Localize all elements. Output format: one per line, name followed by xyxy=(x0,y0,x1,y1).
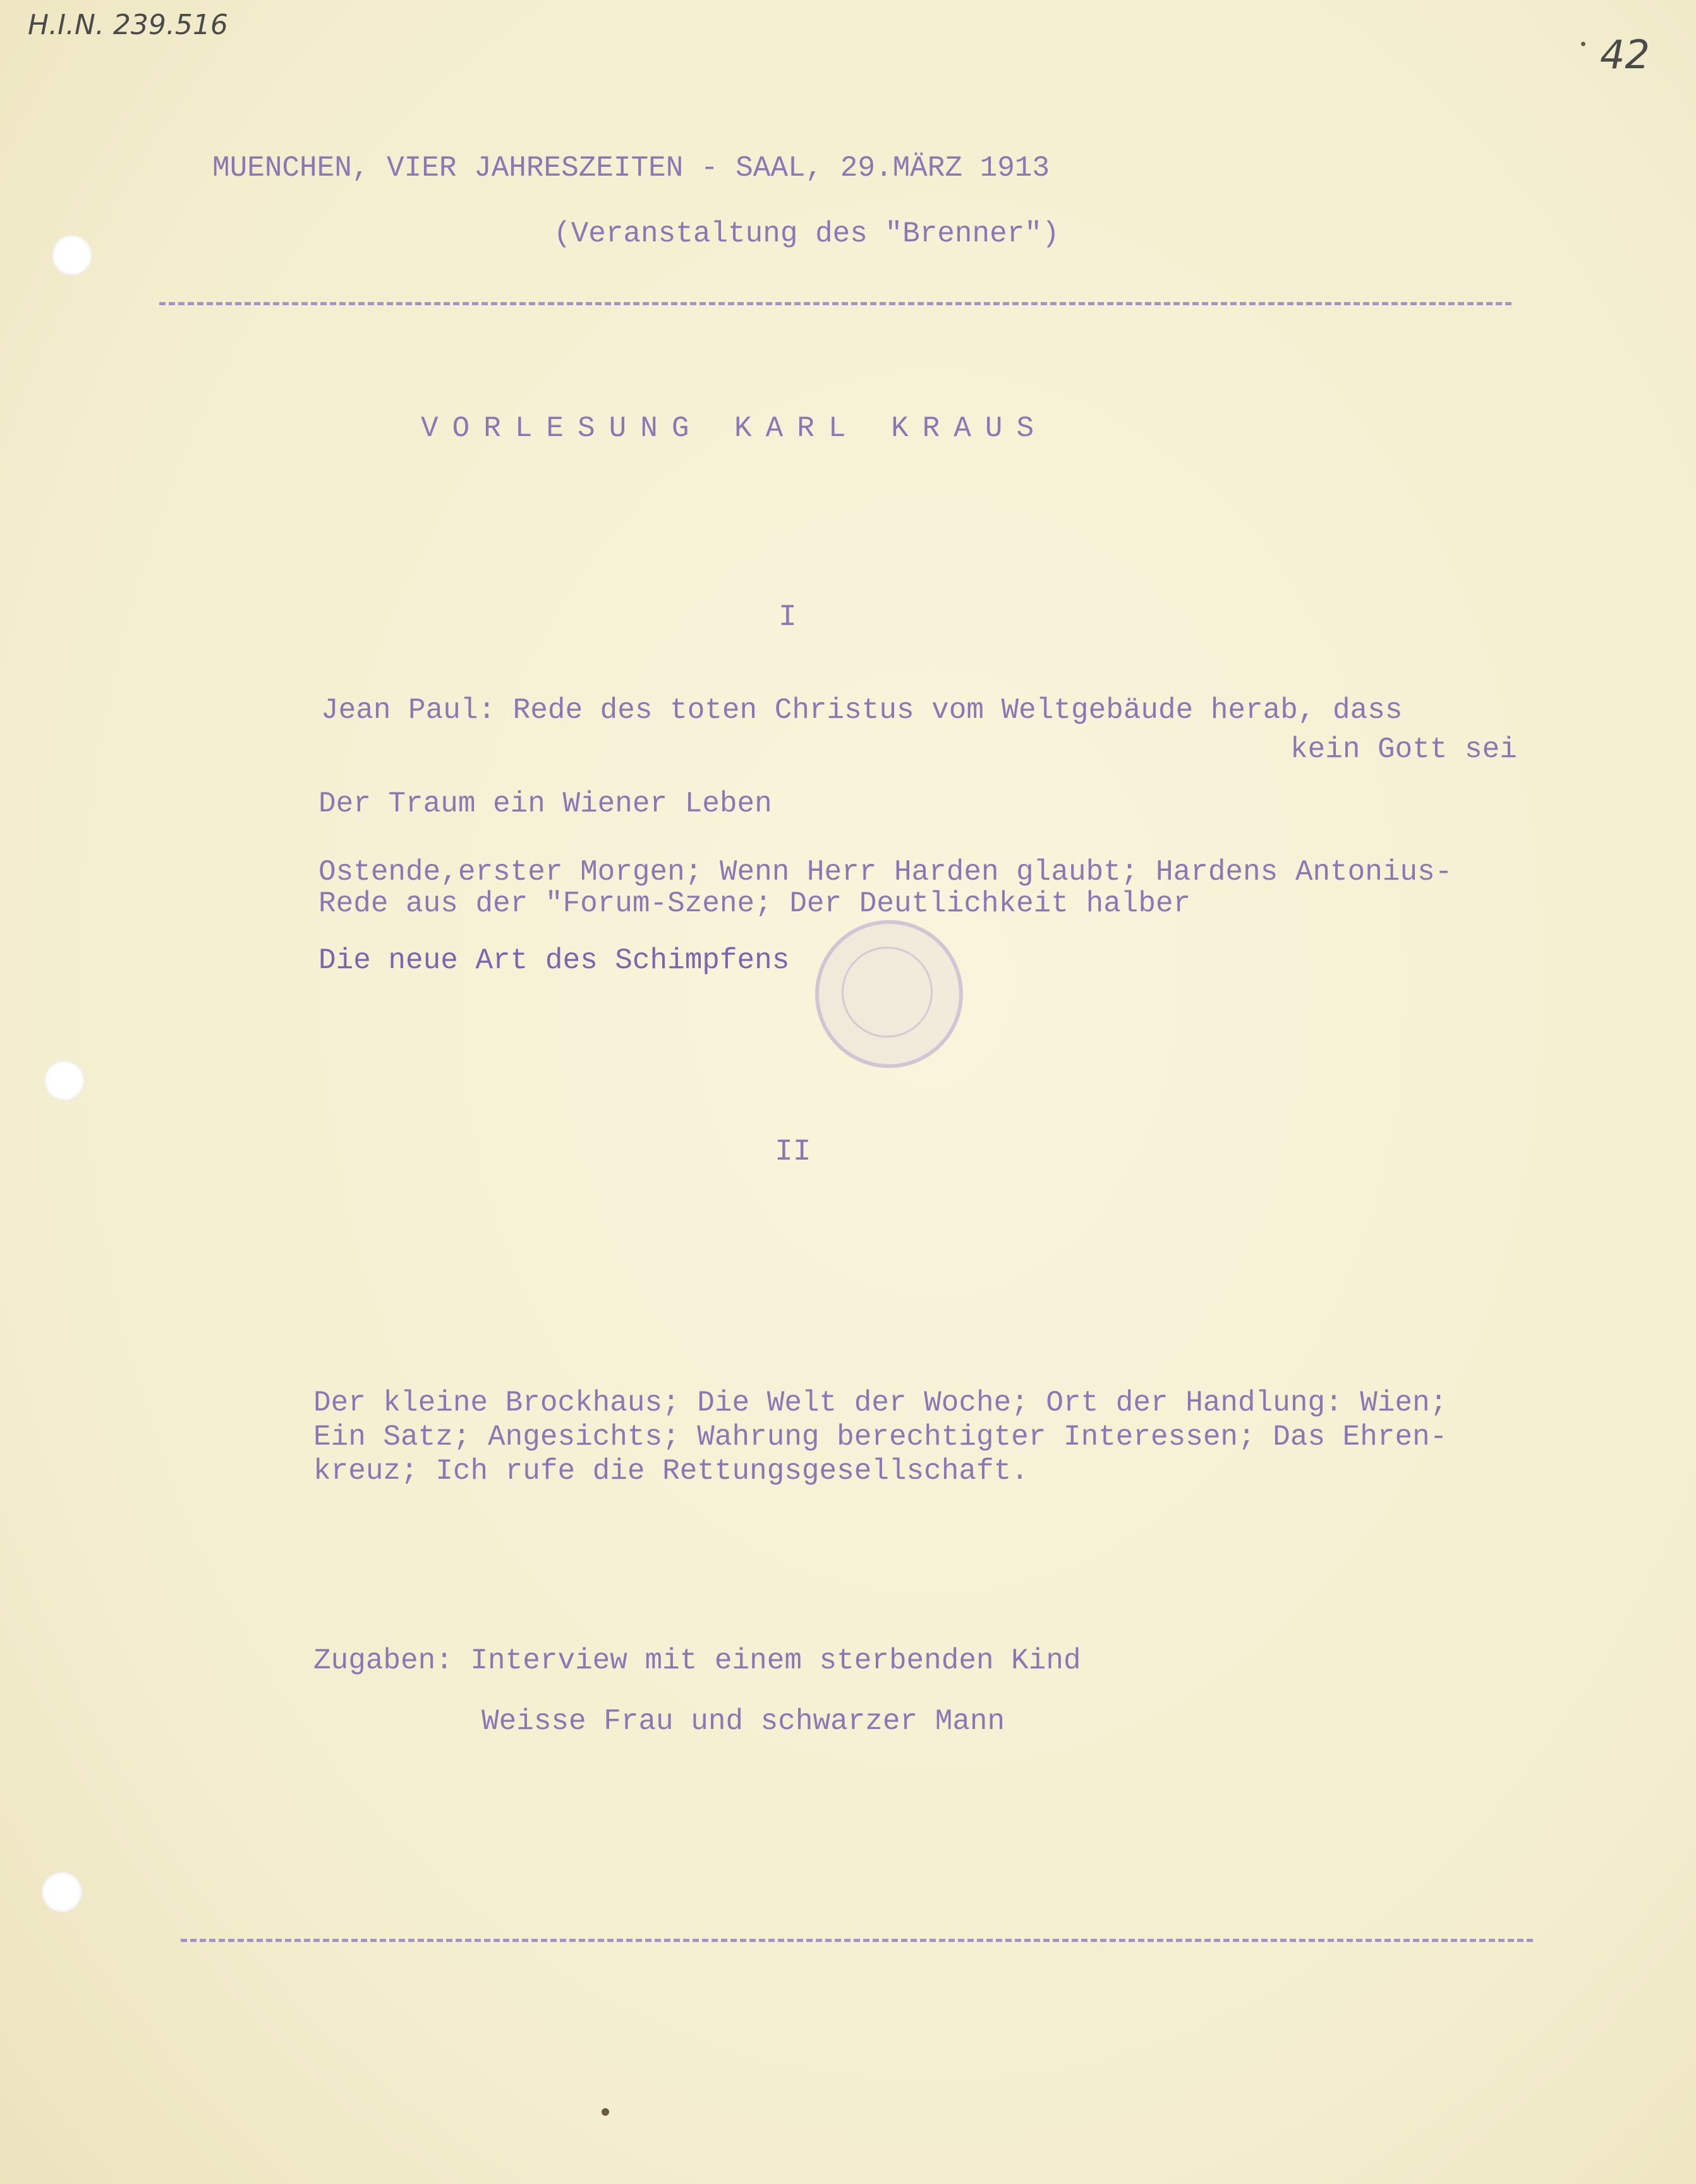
punch-hole xyxy=(52,235,92,276)
program-item: Ostende,erster Morgen; Wenn Herr Harden glaubt; Hardens Antonius- xyxy=(318,856,1453,889)
punch-hole xyxy=(44,1060,85,1101)
encores-line: Zugaben: Interview mit einem sterbenden Kind xyxy=(313,1644,1081,1677)
program-item: Jean Paul: Rede des toten Christus vom Weltgebäude herab, dass xyxy=(321,694,1403,727)
program-item: Der Traum ein Wiener Leben xyxy=(318,787,772,820)
library-stamp xyxy=(815,920,963,1068)
program-item: Die neue Art des Schimpfens xyxy=(318,944,790,977)
section-numeral-two: II xyxy=(775,1135,811,1169)
section-numeral-one: I xyxy=(778,600,797,634)
punch-hole xyxy=(42,1872,82,1912)
program-item-continued: kreuz; Ich rufe die Rettungsgesellschaft. xyxy=(313,1455,1029,1488)
divider-bottom xyxy=(181,1939,1533,1942)
program-item: Der kleine Brockhaus; Die Welt der Woche; Ort der Handlung: Wien; xyxy=(313,1386,1448,1419)
divider-top xyxy=(159,302,1511,305)
paper-speck xyxy=(1581,42,1585,46)
page-title: VORLESUNG KARL KRAUS xyxy=(421,412,1048,445)
program-item-continued: Rede aus der "Forum-Szene; Der Deutlichkeit halber xyxy=(318,887,1191,920)
paper-speck xyxy=(602,2108,609,2116)
header-venue-date: MUENCHEN, VIER JAHRESZEITEN - SAAL, 29.MÄRZ 1913 xyxy=(212,152,1050,185)
encores-line: Weisse Frau und schwarzer Mann xyxy=(482,1705,1005,1738)
program-item-continued: kein Gott sei xyxy=(1290,733,1517,766)
page-number: 42 xyxy=(1600,32,1650,78)
archive-mark: H.I.N. 239.516 xyxy=(28,9,228,41)
program-item-continued: Ein Satz; Angesichts; Wahrung berechtigter Interessen; Das Ehren- xyxy=(313,1421,1448,1453)
header-organizer: (Veranstaltung des "Brenner") xyxy=(554,217,1060,250)
